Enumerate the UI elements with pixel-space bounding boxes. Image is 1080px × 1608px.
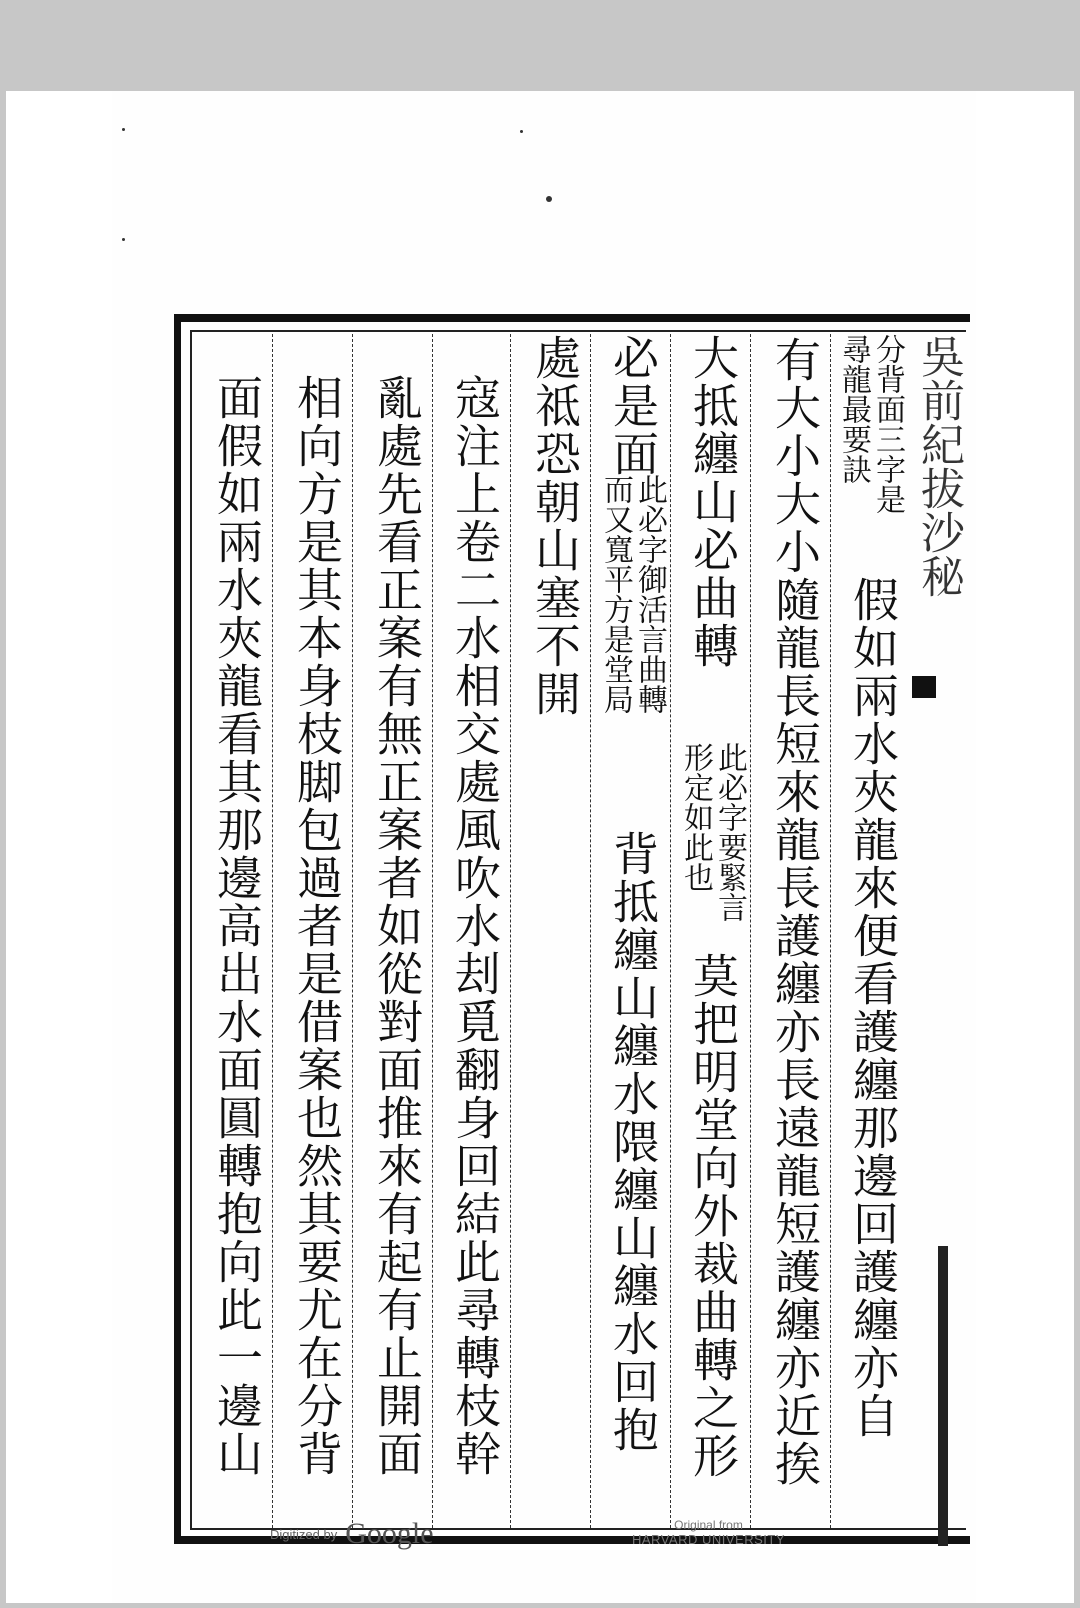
title-mark bbox=[912, 676, 936, 698]
column-divider bbox=[750, 334, 751, 1528]
column-text-rest: 莫把明堂向外裁曲轉之形 bbox=[686, 952, 740, 1480]
original-from-label: Original from bbox=[674, 1518, 743, 1532]
edge-mark bbox=[938, 1246, 948, 1546]
text-column-7: 亂處先看正案有無正案者如從對面推來有起有止開面 bbox=[370, 374, 424, 1478]
digitized-by-label: Digitized by bbox=[270, 1526, 338, 1542]
annotation-lower: 而又寬平方是堂局 bbox=[598, 474, 633, 714]
ink-speck bbox=[520, 130, 523, 133]
column-text: 假如兩水夾龍來便看護纏那邊回護纏亦自 bbox=[846, 576, 900, 1440]
ink-speck bbox=[122, 238, 125, 241]
column-divider bbox=[352, 334, 353, 1528]
text-column-6: 寇注上卷二水相交處風吹水刦覓翻身回結此尋轉枝幹 bbox=[448, 374, 502, 1478]
google-logo: Google bbox=[345, 1517, 434, 1550]
original-from-mark bbox=[632, 1518, 785, 1547]
annotation-lower: 形定如此也 bbox=[678, 742, 713, 892]
text-column-4 bbox=[596, 334, 668, 1528]
column-divider bbox=[432, 334, 433, 1528]
column-divider bbox=[590, 334, 591, 1528]
column-divider bbox=[272, 334, 273, 1528]
column-divider bbox=[830, 334, 831, 1528]
running-title: 吳前紀拔沙秘 bbox=[913, 334, 964, 598]
text-column-3 bbox=[676, 334, 748, 1528]
text-column-8: 相向方是其本身枝脚包過者是借案也然其要尤在分背 bbox=[290, 374, 344, 1478]
column-divider bbox=[670, 334, 671, 1528]
column-text-rest: 背抵纏山纏水隈纏山纏水回抱 bbox=[606, 830, 660, 1454]
column-divider bbox=[510, 334, 511, 1528]
ink-speck bbox=[546, 196, 552, 202]
column-text-top: 必是面 bbox=[606, 334, 660, 478]
institution-label: HARVARD UNIVERSITY bbox=[632, 1532, 785, 1547]
annotation-upper: 此必字御活言曲轉 bbox=[632, 474, 667, 714]
column-text-top: 大抵纏山必曲轉 bbox=[686, 334, 740, 670]
text-column-5: 處祗恐朝山塞不開 bbox=[528, 334, 582, 718]
text-column-2: 有大小大小隨龍長短來龍長護纏亦長遠龍短護纏亦近挨 bbox=[768, 336, 822, 1488]
text-column-9: 面假如兩水夾龍看其那邊高出水面圓轉抱向此一邊山 bbox=[210, 374, 264, 1478]
annotation-lower: 尋龍最要訣 bbox=[836, 334, 871, 484]
digitized-by-mark bbox=[270, 1514, 434, 1554]
text-column-1 bbox=[834, 334, 908, 1528]
annotation-upper: 此必字要緊言 bbox=[712, 742, 747, 922]
ink-speck bbox=[122, 128, 125, 131]
annotation-upper: 分背面三字是 bbox=[870, 334, 905, 514]
